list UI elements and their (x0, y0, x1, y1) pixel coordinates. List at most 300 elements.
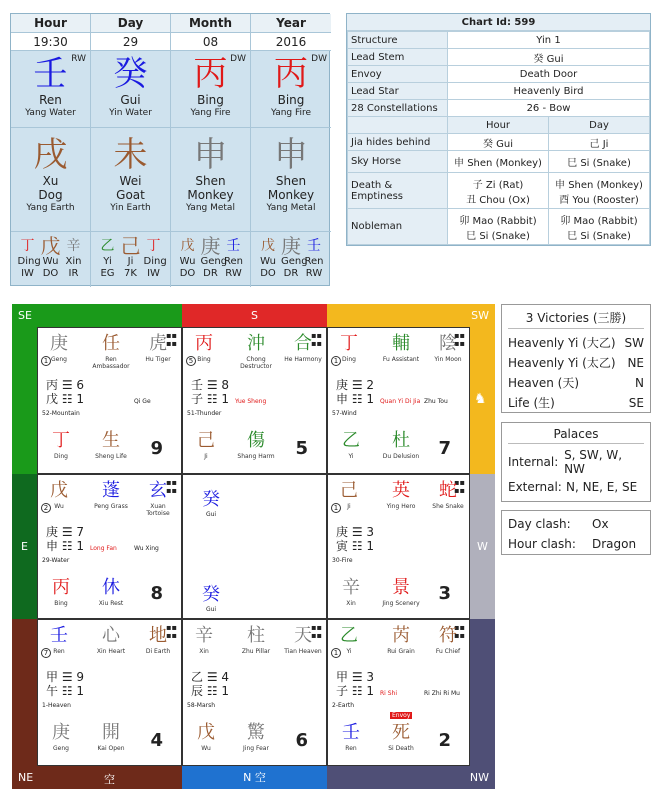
heaven-stem-py: Bing (197, 356, 211, 363)
center-stem-top-py: Gui (205, 511, 217, 518)
hexagram-name: 29-Water (42, 557, 70, 564)
info-label: Envoy (348, 66, 448, 83)
pillar-value: 2016 (251, 33, 331, 51)
spirit-py: Yin Moon (434, 356, 462, 363)
star-char: 蓬 (102, 480, 120, 501)
stem-tag: DW (230, 54, 246, 64)
pillar-head: Hour (11, 14, 90, 33)
band-sw (327, 304, 495, 327)
day-clash-label: Day clash: (508, 517, 571, 531)
hexagram-name: 52-Mountain (42, 410, 80, 417)
victory-dir: N (635, 376, 644, 390)
hidden-stem: 壬 (307, 238, 321, 254)
gua-num: 2 (366, 378, 375, 392)
center-stem-bottom: 癸 (202, 584, 220, 605)
spirit-char: 蛇 (439, 480, 457, 501)
stem-pinyin: Bing (277, 93, 305, 107)
spirit-py: Di Earth (145, 648, 171, 655)
dir-n: N 空 (243, 771, 266, 784)
earth-stem: 丙 (52, 577, 70, 598)
earth-stem-py: Geng (53, 745, 69, 752)
hidden-tag: DO (260, 268, 276, 279)
door-char: 休 (102, 577, 120, 598)
palace-number-circle: 5 (186, 356, 196, 366)
hidden-stem: 乙 (100, 238, 115, 254)
star-char: 芮 (392, 625, 410, 646)
pillar-day (91, 14, 171, 287)
earth-stem-py: Ji (204, 453, 208, 460)
info-value: 巳 Si (Snake) (567, 230, 631, 242)
hidden-pinyin: Wu (42, 256, 59, 267)
hidden-pinyin: Ren (224, 256, 243, 267)
heaven-stem-py: Xin (199, 648, 209, 655)
chart-info-table (346, 13, 651, 246)
info-value: Yin 1 (448, 32, 650, 49)
earth-stem: 戊 (197, 722, 215, 743)
palace-number: 7 (438, 438, 451, 459)
branch-animal: Goat (116, 188, 145, 202)
door-char: 傷 (247, 430, 265, 451)
hexagram-name: 30-Fire (332, 557, 353, 564)
formation-label-2: Zhu Tou (424, 398, 448, 405)
door-char: 開 (102, 722, 120, 743)
branch-animal: Dog (38, 188, 63, 202)
info-value: 巳 Si (Snake) (466, 230, 530, 242)
gua-num: 1 (221, 392, 230, 406)
earth-stem: 庚 (52, 722, 70, 743)
palace-se[interactable]: ▪▪ ▪▪ 庚 Geng 任 Ren Ambassador 虎 Hu Tiger 1 丙 ☰ 6 戊 ☷ 1 52-Mountain Qi Ge 丁 Ding 生 Sheng Life 9 (37, 327, 182, 474)
branch-animal: Monkey (267, 188, 315, 202)
door-py: Jing Scenery (382, 600, 420, 607)
gua-num: 7 (76, 525, 85, 539)
chart-id: Chart Id: 599 (347, 14, 650, 31)
qimen-board (12, 304, 495, 789)
hidden-pinyin: Geng (281, 256, 308, 267)
gua-num: 1 (366, 684, 375, 698)
victories-title: 3 Victories (三勝) (508, 309, 644, 329)
hidden-pinyin: Yi (103, 256, 112, 267)
stem-element: Yang Fire (270, 108, 312, 118)
victory-dir: SW (624, 336, 644, 350)
branch-pinyin: Wei (119, 174, 142, 188)
formation-label-2: Wu Xing (134, 545, 159, 552)
band-ne (12, 766, 182, 789)
hidden-stem: 戊 (180, 238, 195, 254)
gua-stem: 丙 (46, 378, 59, 392)
gua-num: 3 (366, 525, 375, 539)
star-char: 沖 (247, 333, 265, 354)
trigram-icon: ▪▪ ▪▪ (166, 478, 177, 495)
hidden-pinyin: Ren (304, 256, 324, 267)
stem-element: Yin Water (109, 108, 152, 118)
gua-stem: 庚 (336, 525, 349, 539)
band-w (470, 474, 495, 619)
spirit-char: 符 (439, 625, 457, 646)
info-value: 申 Shen (Monkey) (555, 179, 643, 191)
pillar-head: Day (91, 14, 170, 33)
trigram-icon: ▪▪ ▪▪ (166, 331, 177, 348)
trigram-icon: ▪▪ ▪▪ (454, 623, 465, 640)
star-py: Ren Ambassador (92, 356, 130, 370)
hidden-pinyin: Ding (143, 256, 167, 267)
door-py: Shang Harm (237, 453, 275, 460)
info-label: Lead Stem (348, 49, 448, 66)
star-py: Ying Hero (386, 503, 416, 510)
heavenly-stem: 癸 (113, 54, 148, 94)
palace-number: 4 (150, 730, 163, 751)
gua-branch: 子 (191, 392, 204, 406)
stem-tag: DW (311, 54, 327, 64)
palace-number-circle: 1 (331, 503, 341, 513)
hidden-pinyin: Xin (65, 256, 82, 267)
info-value: Death Door (448, 66, 650, 83)
gua-num: 1 (366, 539, 375, 553)
door-py: Jing Fear (243, 745, 269, 752)
star-py: Fu Assistant (382, 356, 420, 363)
gua-num: 9 (76, 670, 85, 684)
palace-number: 8 (150, 583, 163, 604)
horse-icon: ♞ (474, 391, 487, 407)
external-label: External: (508, 480, 562, 494)
door-char: 驚 (247, 722, 265, 743)
formation-label: Ri Shi (380, 690, 398, 697)
palace-number: 6 (295, 730, 308, 751)
heaven-stem-py: Ding (342, 356, 356, 363)
door-char: 景 (392, 577, 410, 598)
pillar-month (171, 14, 251, 287)
formation-label: Yue Sheng (235, 398, 267, 405)
internal-label: Internal: (508, 455, 559, 469)
emptiness-mark: 空 (104, 773, 115, 786)
star-py: Zhu Pillar (241, 648, 271, 655)
pillar-value: 29 (91, 33, 170, 51)
heaven-stem-py: Geng (51, 356, 67, 363)
info-value: 申 Shen (Monkey) (448, 151, 549, 173)
palace-nw[interactable]: ▪▪ ▪▪ 乙 Yi 芮 Rui Grain 符 Fu Chief 1 甲 ☰ 3 子 ☷ 1 2-Earth Ri Shi Ri Zhi Ri Mu 壬 Ren 死 Si Death Envoy 2 (327, 619, 470, 766)
earth-stem-py: Ren (345, 745, 357, 752)
victory-label: Heavenly Yi (太乙) (508, 356, 616, 370)
band-e (12, 474, 37, 619)
stem-element: Yang Water (25, 108, 76, 118)
hidden-stem: 庚 (200, 234, 221, 258)
pillar-hour (11, 14, 91, 287)
gua-num: 1 (366, 392, 375, 406)
door-char: 死 (392, 722, 410, 743)
hidden-stem: 壬 (226, 238, 241, 254)
heaven-stem: 庚 (50, 333, 68, 354)
gua-stem: 乙 (191, 670, 204, 684)
info-label: Nobleman (348, 209, 448, 245)
spirit-char: 地 (149, 625, 167, 646)
info-label: Lead Star (348, 83, 448, 100)
gua-stem: 庚 (336, 378, 349, 392)
hidden-tag: EG (100, 268, 115, 279)
hidden-pinyin: Wu (260, 256, 276, 267)
hexagram-name: 1-Heaven (42, 702, 71, 709)
stem-tag: RW (71, 54, 86, 64)
col-hour: Hour (448, 117, 549, 134)
three-victories-box (501, 304, 651, 413)
pillar-head: Year (251, 14, 331, 33)
palace-e[interactable]: ▪▪ ▪▪ 戊 Wu 蓬 Peng Grass 玄 Xuan Tortoise 2 庚 ☰ 7 申 ☷ 1 29-Water Long Fan Wu Xing 丙 Bing 休 Xiu Rest 8 (37, 474, 182, 619)
pillar-head: Month (171, 14, 250, 33)
heavenly-stem: 丙 (274, 54, 308, 94)
formation-label-2: Qi Ge (134, 398, 151, 405)
branch-element: Yin Earth (110, 203, 151, 213)
heaven-stem-py: Ren (53, 648, 65, 655)
earth-stem-py: Yi (348, 453, 354, 460)
hidden-pinyin: Ding (17, 256, 41, 267)
gua-branch: 午 (46, 684, 59, 698)
stem-pinyin: Bing (197, 93, 224, 107)
gua-branch: 寅 (336, 539, 349, 553)
palace-number-circle: 2 (41, 503, 51, 513)
dir-se: SE (18, 309, 32, 322)
day-clash-value: Ox (592, 517, 609, 531)
stem-pinyin: Ren (39, 93, 62, 107)
heaven-stem: 乙 (340, 625, 358, 646)
branch-element: Yang Metal (186, 203, 235, 213)
gua-branch: 申 (336, 392, 349, 406)
earth-stem: 己 (197, 430, 215, 451)
palace-w[interactable]: ▪▪ ▪▪ 己 Ji 英 Ying Hero 蛇 She Snake 1 庚 ☰ 3 寅 ☷ 1 30-Fire 辛 Xin 景 Jing Scenery 3 (327, 474, 470, 619)
hidden-tag: IW (147, 268, 160, 279)
door-char: 杜 (392, 430, 410, 451)
earthly-branch: 戌 (33, 135, 68, 175)
palace-number: 9 (150, 438, 163, 459)
hexagram-name: 2-Earth (332, 702, 355, 709)
dir-s: S (251, 309, 258, 322)
palace-number-circle: 1 (331, 356, 341, 366)
info-label: Structure (348, 32, 448, 49)
hexagram-name: 57-Wind (332, 410, 357, 417)
star-py: Chong Destructor (240, 356, 272, 370)
trigram-icon: ▪▪ ▪▪ (454, 331, 465, 348)
door-char: 生 (102, 430, 120, 451)
star-py: Peng Grass (94, 503, 128, 510)
star-py: Rui Grain (387, 648, 415, 655)
spirit-char: 天 (294, 625, 312, 646)
hidden-stem: 辛 (66, 238, 81, 254)
branch-animal: Monkey (187, 188, 234, 202)
hour-clash-label: Hour clash: (508, 537, 576, 551)
spirit-char: 玄 (149, 480, 167, 501)
hidden-tag: IW (21, 268, 34, 279)
info-value: 丑 Chou (Ox) (466, 194, 530, 206)
heaven-stem: 己 (340, 480, 358, 501)
info-value: 癸 Gui (448, 49, 650, 66)
hidden-tag: DO (179, 268, 196, 279)
clash-box (501, 510, 651, 555)
hidden-tag: IR (68, 268, 79, 279)
palace-number: 5 (295, 438, 308, 459)
earthly-branch: 申 (274, 135, 308, 175)
pillar-year (251, 14, 331, 287)
gua-num: 1 (76, 684, 85, 698)
spirit-char: 虎 (149, 333, 167, 354)
branch-element: Yang Earth (26, 203, 75, 213)
earth-stem-py: Xin (346, 600, 356, 607)
palaces-title: Palaces (508, 427, 644, 444)
internal-value: S, SW, W, NW (564, 448, 623, 476)
spirit-char: 合 (294, 333, 312, 354)
hour-clash-value: Dragon (592, 537, 637, 551)
palace-number: 2 (438, 730, 451, 751)
hidden-stem: 戊 (261, 238, 275, 254)
info-value: 己 Ji (549, 134, 650, 151)
stem-pinyin: Gui (120, 93, 141, 107)
earth-stem: 壬 (342, 722, 360, 743)
earthly-branch: 申 (193, 135, 228, 175)
victory-dir: NE (627, 356, 644, 370)
hidden-pinyin: Geng (200, 256, 228, 267)
gua-num: 4 (221, 670, 230, 684)
palace-number: 3 (438, 583, 451, 604)
earth-stem-py: Bing (54, 600, 68, 607)
hidden-stem: 戊 (40, 234, 61, 258)
gua-num: 1 (76, 539, 85, 553)
info-value: 卯 Mao (Rabbit) (560, 215, 638, 227)
earth-stem: 辛 (342, 577, 360, 598)
spirit-py: Xuan Tortoise (146, 503, 170, 517)
band-se (12, 304, 182, 327)
heaven-stem-py: Wu (54, 503, 64, 510)
dir-e: E (21, 540, 28, 553)
info-label: Death & Emptiness (348, 173, 448, 209)
star-char: 心 (102, 625, 120, 646)
center-stem-top: 癸 (202, 489, 220, 510)
hidden-stem: 己 (120, 234, 141, 258)
hidden-stem: 庚 (281, 234, 301, 258)
heaven-stem: 丙 (195, 333, 213, 354)
spirit-py: He Harmony (284, 356, 322, 363)
stem-element: Yang Fire (190, 108, 231, 118)
spirit-py: Fu Chief (435, 648, 461, 655)
gua-branch: 申 (46, 539, 59, 553)
gua-branch: 子 (336, 684, 349, 698)
info-label: 28 Constellations (348, 100, 448, 117)
pillar-value: 19:30 (11, 33, 90, 51)
spirit-py: She Snake (432, 503, 464, 510)
gua-branch: 戊 (46, 392, 59, 406)
center-stem-bottom-py: Gui (205, 606, 217, 613)
star-char: 英 (392, 480, 410, 501)
door-py: Kai Open (97, 745, 125, 752)
band-nw (327, 766, 495, 789)
door-py: Si Death (388, 745, 414, 752)
info-value: 卯 Mao (Rabbit) (459, 215, 537, 227)
earth-stem-py: Wu (201, 745, 211, 752)
hidden-tag: DO (42, 268, 59, 279)
hidden-tag: DR (283, 268, 299, 279)
earth-stem: 乙 (342, 430, 360, 451)
heaven-stem: 壬 (50, 625, 68, 646)
branch-element: Yang Metal (266, 203, 316, 213)
spirit-char: 陰 (439, 333, 457, 354)
branch-pinyin: Shen (195, 174, 226, 188)
heavenly-stem: 壬 (33, 54, 68, 94)
door-py: Xiu Rest (98, 600, 124, 607)
gua-num: 1 (221, 684, 230, 698)
info-value: Heavenly Bird (448, 83, 650, 100)
gua-branch: 辰 (191, 684, 204, 698)
hidden-pinyin: Wu (179, 256, 196, 267)
door-py: Du Delusion (382, 453, 420, 460)
palace-number-circle: 1 (41, 356, 51, 366)
gua-num: 8 (221, 378, 230, 392)
dir-sw: SW (471, 309, 489, 322)
star-py: Xin Heart (96, 648, 126, 655)
trigram-icon: ▪▪ ▪▪ (166, 623, 177, 640)
palace-sw[interactable]: ▪▪ ▪▪ 丁 Ding 輔 Fu Assistant 陰 Yin Moon 1 庚 ☰ 2 申 ☷ 1 57-Wind Quan Yi Di Jia Zhu Tou 乙 Yi 杜 Du Delusion 7 (327, 327, 470, 474)
palace-center (182, 474, 327, 619)
info-label: Sky Horse (348, 151, 448, 173)
trigram-icon: ▪▪ ▪▪ (311, 623, 322, 640)
earthly-branch: 未 (113, 135, 148, 175)
formation-label: Long Fan (90, 545, 117, 552)
hidden-tag: 7K (124, 268, 137, 279)
palace-ne[interactable]: ▪▪ ▪▪ 壬 Ren 心 Xin Heart 地 Di Earth 7 甲 ☰ 9 午 ☷ 1 1-Heaven 庚 Geng 開 Kai Open 4 (37, 619, 182, 766)
trigram-icon: ▪▪ ▪▪ (311, 331, 322, 348)
spirit-py: Tian Heaven (284, 648, 322, 655)
dir-w: W (477, 540, 488, 553)
hexagram-name: 58-Marsh (187, 702, 216, 709)
spirit-py: Hu Tiger (145, 356, 171, 363)
gua-stem: 庚 (46, 525, 59, 539)
trigram-icon: ▪▪ ▪▪ (454, 478, 465, 495)
envoy-badge: Envoy (392, 712, 411, 719)
heaven-stem-py: Ji (347, 503, 351, 510)
palace-number-circle: 7 (41, 648, 51, 658)
palace-s[interactable]: ▪▪ ▪▪ 丙 Bing 沖 Chong Destructor 合 He Harmony 5 壬 ☰ 8 子 ☷ 1 51-Thunder Yue Sheng 己 Ji 傷 Shang Harm 5 (182, 327, 327, 474)
formation-label-2: Ri Zhi Ri Mu (424, 690, 460, 697)
palace-n[interactable]: ▪▪ ▪▪ 辛 Xin 柱 Zhu Pillar 天 Tian Heaven 乙 ☰ 4 辰 ☷ 1 58-Marsh 戊 Wu 驚 Jing Fear 6 (182, 619, 327, 766)
heaven-stem: 辛 (195, 625, 213, 646)
hidden-tag: RW (305, 268, 323, 279)
band-s (182, 304, 327, 327)
dir-ne: NE (18, 771, 34, 784)
info-value: 26 - Bow (448, 100, 650, 117)
hidden-pinyin: Ji (127, 256, 134, 267)
victory-dir: SE (628, 396, 644, 410)
hidden-tag: RW (225, 268, 242, 279)
info-value: 癸 Gui (448, 134, 549, 151)
info-value: 酉 You (Rooster) (559, 194, 639, 206)
heaven-stem: 丁 (340, 333, 358, 354)
gua-num: 1 (76, 392, 85, 406)
victory-label: Heaven (天) (508, 376, 580, 390)
gua-stem: 甲 (336, 670, 349, 684)
star-char: 輔 (392, 333, 410, 354)
formation-label: Quan Yi Di Jia (380, 398, 421, 405)
gua-num: 3 (366, 670, 375, 684)
hidden-tag: DR (203, 268, 218, 279)
star-char: 柱 (247, 625, 265, 646)
external-value: N, NE, E, SE (566, 480, 638, 494)
hexagram-name: 51-Thunder (187, 410, 222, 417)
band-n (182, 766, 327, 789)
branch-pinyin: Shen (275, 174, 307, 188)
gua-num: 6 (76, 378, 85, 392)
gua-stem: 甲 (46, 670, 59, 684)
earth-stem: 丁 (52, 430, 70, 451)
palaces-box (501, 422, 651, 502)
branch-pinyin: Xu (42, 174, 59, 188)
four-pillars-table (10, 13, 330, 286)
dir-nw: NW (469, 771, 489, 784)
info-label: Jia hides behind (348, 134, 448, 151)
gua-stem: 壬 (191, 378, 204, 392)
